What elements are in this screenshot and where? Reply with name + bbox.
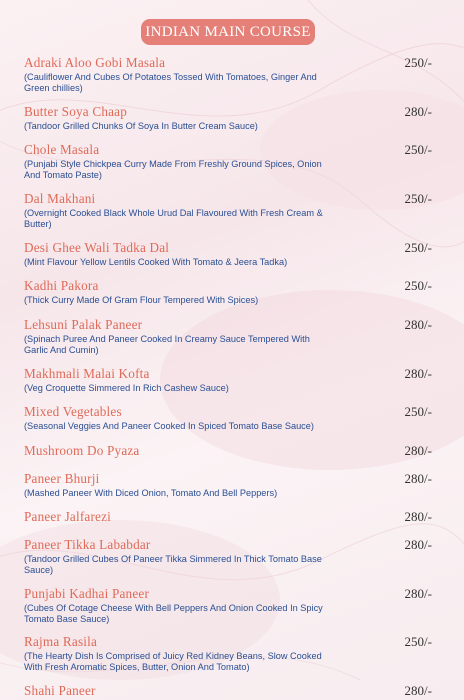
item-price: 280/- — [404, 586, 432, 601]
item-price: 280/- — [404, 443, 432, 458]
menu-item — [24, 404, 444, 432]
item-name: Butter Soya Chaap — [24, 104, 128, 119]
section-title: INDIAN MAIN COURSE — [141, 19, 315, 45]
menu-item — [24, 191, 444, 231]
item-price: 280/- — [404, 366, 432, 381]
item-description: (Mint Flavour Yellow Lentils Cooked With Tomato & Jeera Tadka) — [24, 257, 288, 267]
item-price: 250/- — [404, 142, 432, 157]
menu-item — [24, 443, 444, 459]
item-description: (Cubes Of Cotage Cheese With Bell Peppers And Onion Cooked In Spicy Tomato Base Sauce) — [24, 603, 323, 625]
item-price: 250/- — [404, 55, 432, 70]
menu-item — [24, 634, 444, 674]
menu-item — [24, 142, 444, 182]
menu-item — [24, 317, 444, 357]
menu-item — [24, 366, 444, 394]
item-name: Rajma Rasila — [24, 634, 98, 649]
menu-item — [24, 683, 444, 699]
item-description: (Spinach Puree And Paneer Cooked In Creamy Sauce Tempered With Garlic And Cumin) — [24, 334, 310, 356]
item-name: Adraki Aloo Gobi Masala — [24, 55, 166, 70]
item-price: 280/- — [404, 317, 432, 332]
menu-item — [24, 55, 444, 95]
item-name: Paneer Tikka Lababdar — [24, 537, 151, 552]
item-description: (Thick Curry Made Of Gram Flour Tempered With Spices) — [24, 295, 259, 305]
item-description: (Veg Croquette Simmered In Rich Cashew Sauce) — [24, 383, 229, 393]
item-price: 250/- — [404, 191, 432, 206]
item-price: 280/- — [404, 509, 432, 524]
item-description: (Mashed Paneer With Diced Onion, Tomato And Bell Peppers) — [24, 488, 278, 498]
item-name: Shahi Paneer — [24, 683, 96, 698]
item-price: 250/- — [404, 404, 432, 419]
item-price: 280/- — [404, 537, 432, 552]
menu-item — [24, 104, 444, 132]
item-description: (Cauliflower And Cubes Of Potatoes Tossed With Tomatoes, Ginger And Green chillies) — [24, 72, 317, 94]
item-name: Paneer Jalfarezi — [24, 509, 112, 524]
item-description: (Overnight Cooked Black Whole Urud Dal Flavoured With Fresh Cream & Butter) — [24, 208, 323, 230]
item-name: Mixed Vegetables — [24, 404, 122, 419]
item-name: Dal Makhani — [24, 191, 96, 206]
menu-item — [24, 278, 444, 306]
item-name: Mushroom Do Pyaza — [24, 443, 140, 458]
item-price: 280/- — [404, 471, 432, 486]
item-price: 280/- — [404, 683, 432, 698]
menu-item — [24, 586, 444, 626]
item-name: Makhmali Malai Kofta — [24, 366, 150, 381]
item-name: Kadhi Pakora — [24, 278, 99, 293]
item-name: Paneer Bhurji — [24, 471, 100, 486]
item-description: (The Hearty Dish Is Comprised of Juicy Red Kidney Beans, Slow Cooked With Fresh Aromatic Spices, Butter, Onion And Tomato) — [24, 651, 322, 673]
menu-item — [24, 509, 444, 525]
item-description: (Punjabi Style Chickpea Curry Made From Freshly Ground Spices, Onion And Tomato Paste) — [24, 159, 322, 181]
item-name: Chole Masala — [24, 142, 100, 157]
item-price: 250/- — [404, 278, 432, 293]
item-description: (Tandoor Grilled Cubes Of Paneer Tikka Simmered In Thick Tomato Base Sauce) — [24, 554, 322, 576]
item-price: 250/- — [404, 634, 432, 649]
item-name: Desi Ghee Wali Tadka Dal — [24, 240, 170, 255]
item-description: (Tandoor Grilled Chunks Of Soya In Butter Cream Sauce) — [24, 121, 258, 131]
item-name: Punjabi Kadhai Paneer — [24, 586, 150, 601]
menu-item — [24, 471, 444, 499]
item-price: 250/- — [404, 240, 432, 255]
item-description: (Seasonal Veggies And Paneer Cooked In Spiced Tomato Base Sauce) — [24, 421, 314, 431]
menu-item — [24, 240, 444, 268]
menu-item — [24, 537, 444, 577]
item-name: Lehsuni Palak Paneer — [24, 317, 143, 332]
item-price: 280/- — [404, 104, 432, 119]
